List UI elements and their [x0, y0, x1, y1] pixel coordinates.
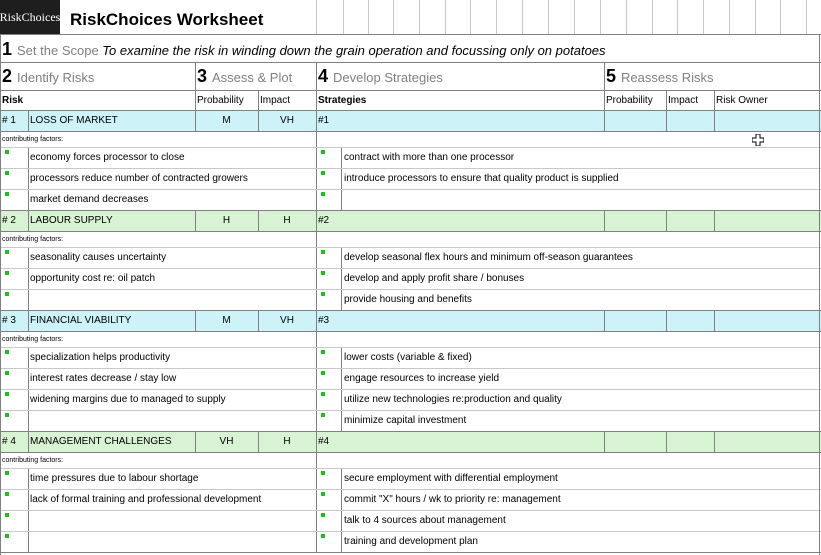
col-header-probability-2[interactable]: Probability	[606, 95, 653, 106]
risk-number[interactable]: # 3	[2, 315, 16, 326]
strategy-number[interactable]: #3	[318, 315, 330, 326]
factor-item[interactable]	[30, 511, 314, 531]
grid-line	[604, 432, 605, 452]
strategy-bullet-icon	[321, 292, 325, 296]
factor-item[interactable]	[30, 411, 314, 431]
grid-line	[316, 490, 317, 510]
factor-item[interactable]: lack of formal training and professional development	[30, 494, 262, 505]
grid-line	[341, 469, 342, 489]
factor-bullet-icon	[5, 350, 9, 354]
grid-line	[0, 552, 821, 553]
step-number: 4	[318, 66, 334, 86]
factor-bullet-icon	[5, 250, 9, 254]
grid-line	[666, 90, 667, 110]
grid-line	[652, 0, 653, 34]
factor-item[interactable]: widening margins due to managed to supply	[30, 394, 226, 405]
grid-line	[548, 0, 549, 34]
risk-impact[interactable]: VH	[280, 115, 294, 126]
strategy-bullet-icon	[321, 250, 325, 254]
factor-item[interactable]: opportunity cost re: oil patch	[30, 273, 156, 284]
grid-line	[316, 111, 317, 131]
risk-name[interactable]: FINANCIAL VIABILITY	[30, 315, 132, 326]
grid-line	[316, 369, 317, 389]
strategy-item[interactable]: contract with more than one processor	[344, 152, 515, 163]
factor-item[interactable]	[30, 532, 314, 552]
col-header-impact[interactable]: Impact	[260, 95, 291, 106]
grid-line	[28, 169, 29, 189]
grid-line	[28, 490, 29, 510]
grid-line	[258, 311, 259, 331]
step-title: Identify Risks	[17, 70, 95, 85]
step-number: 2	[2, 66, 18, 86]
risk-impact[interactable]: H	[283, 215, 291, 226]
grid-line	[780, 0, 781, 34]
step-number: 3	[197, 66, 213, 86]
strategy-item[interactable]: utilize new technologies re:production and quality	[344, 394, 562, 405]
risk-number[interactable]: # 2	[2, 215, 16, 226]
strategy-item[interactable]: provide housing and benefits	[344, 294, 472, 305]
reassess-probability[interactable]	[604, 211, 666, 231]
grid-line	[28, 269, 29, 289]
grid-line	[341, 269, 342, 289]
col-header-risk-owner[interactable]: Risk Owner	[716, 95, 768, 106]
grid-line	[28, 511, 29, 531]
grid-line	[316, 411, 317, 431]
grid-line	[343, 0, 344, 34]
factor-item[interactable]: interest rates decrease / stay low	[30, 373, 177, 384]
factor-bullet-icon	[5, 171, 9, 175]
grid-line	[0, 62, 821, 63]
grid-line	[666, 111, 667, 131]
risk-number[interactable]: # 1	[2, 115, 16, 126]
risk-name[interactable]: LABOUR SUPPLY	[30, 215, 113, 226]
factor-bullet-icon	[5, 192, 9, 196]
grid-line	[393, 0, 394, 34]
grid-line	[316, 469, 317, 489]
step-1-scope	[2, 38, 817, 60]
grid-line	[604, 211, 605, 231]
grid-line	[703, 0, 704, 34]
step-number: 1	[2, 39, 18, 59]
grid-line	[316, 190, 317, 210]
strategy-bullet-icon	[321, 392, 325, 396]
strategy-number[interactable]: #1	[318, 115, 330, 126]
grid-line	[28, 190, 29, 210]
cursor-icon	[752, 133, 764, 145]
step-title: Assess & Plot	[212, 70, 293, 85]
contributing-factors-label[interactable]: contributing factors:	[2, 336, 64, 343]
grid-line	[28, 211, 29, 231]
strategy-item[interactable]: lower costs (variable & fixed)	[344, 352, 472, 363]
grid-line	[28, 532, 29, 552]
grid-line	[28, 348, 29, 368]
strategy-bullet-icon	[321, 350, 325, 354]
factor-item[interactable]: market demand decreases	[30, 194, 149, 205]
step-2-header	[2, 64, 193, 88]
strategy-item[interactable]: training and development plan	[344, 536, 478, 547]
grid-line	[28, 411, 29, 431]
risk-name[interactable]: MANAGEMENT CHALLENGES	[30, 436, 172, 447]
strategy-item[interactable]: introduce processors to ensure that quality product is supplied	[344, 173, 619, 184]
grid-line	[341, 348, 342, 368]
grid-line	[819, 34, 820, 555]
factor-item[interactable]: processors reduce number of contracted growers	[30, 173, 248, 184]
strategy-item[interactable]: talk to 4 sources about management	[344, 515, 506, 526]
step-number: 5	[606, 66, 622, 86]
risk-probability[interactable]: H	[222, 215, 231, 226]
factor-bullet-icon	[5, 292, 9, 296]
risk-number[interactable]: # 4	[2, 436, 16, 447]
factor-bullet-icon	[5, 371, 9, 375]
grid-line	[316, 62, 317, 110]
strategy-bullet-icon	[321, 513, 325, 517]
grid-line	[316, 511, 317, 531]
risk-name[interactable]: LOSS OF MARKET	[30, 115, 118, 126]
risk-probability[interactable]: M	[222, 115, 231, 126]
grid-line	[419, 0, 420, 34]
factor-item[interactable]	[30, 290, 314, 310]
strategy-item[interactable]: develop and apply profit share / bonuses	[344, 273, 525, 284]
grid-line	[195, 211, 196, 231]
grid-line	[258, 211, 259, 231]
risk-owner[interactable]	[714, 111, 819, 131]
col-header-risk[interactable]: Risk	[2, 95, 24, 106]
grid-line	[258, 111, 259, 131]
grid-line	[316, 132, 317, 147]
app-logo: RiskChoices	[0, 0, 60, 34]
col-header-impact-2[interactable]: Impact	[668, 95, 699, 106]
strategy-item[interactable]: engage resources to increase yield	[344, 373, 500, 384]
grid-line	[316, 211, 317, 231]
grid-line	[729, 0, 730, 34]
factor-bullet-icon	[5, 150, 9, 154]
grid-line	[316, 248, 317, 268]
grid-line	[604, 311, 605, 331]
scope-text[interactable]: To examine the risk in winding down the grain operation and focussing only on potatoes	[102, 43, 606, 58]
grid-line	[316, 432, 317, 452]
reassess-impact[interactable]	[666, 432, 714, 452]
grid-line	[195, 432, 196, 452]
grid-line	[714, 432, 715, 452]
grid-line	[28, 111, 29, 131]
factor-bullet-icon	[5, 271, 9, 275]
grid-line	[341, 169, 342, 189]
strategy-bullet-icon	[321, 271, 325, 275]
step-title: Develop Strategies	[333, 70, 443, 85]
grid-line	[604, 62, 605, 110]
grid-line	[341, 532, 342, 552]
grid-line	[496, 0, 497, 34]
grid-line	[666, 311, 667, 331]
reassess-probability[interactable]	[604, 111, 666, 131]
grid-line	[714, 311, 715, 331]
grid-line	[28, 148, 29, 168]
grid-line	[316, 348, 317, 368]
grid-line	[341, 490, 342, 510]
grid-line	[341, 148, 342, 168]
grid-line	[445, 0, 446, 34]
col-header-probability[interactable]: Probability	[197, 95, 244, 106]
grid-line	[666, 432, 667, 452]
factor-item[interactable]: economy forces processor to close	[30, 152, 185, 163]
step-title: Set the Scope	[17, 43, 103, 58]
grid-line	[28, 311, 29, 331]
grid-line	[604, 111, 605, 131]
grid-line	[28, 390, 29, 410]
strategy-item[interactable]: minimize capital investment	[344, 415, 467, 426]
grid-line	[316, 311, 317, 331]
grid-line	[341, 411, 342, 431]
factor-item[interactable]: specialization helps productivity	[30, 352, 171, 363]
grid-line	[0, 90, 821, 91]
risk-owner[interactable]	[714, 432, 819, 452]
grid-line	[341, 390, 342, 410]
strategy-bullet-icon	[321, 492, 325, 496]
factor-bullet-icon	[5, 471, 9, 475]
strategy-bullet-icon	[321, 171, 325, 175]
risk-owner[interactable]	[714, 211, 819, 231]
grid-line	[195, 311, 196, 331]
grid-line	[28, 369, 29, 389]
grid-line	[677, 0, 678, 34]
grid-line	[258, 90, 259, 110]
risk-probability[interactable]: M	[222, 315, 231, 326]
grid-line	[316, 332, 317, 347]
grid-line	[316, 0, 317, 34]
strategy-bullet-icon	[321, 192, 325, 196]
grid-line	[0, 34, 821, 35]
grid-line	[316, 290, 317, 310]
strategy-item[interactable]	[344, 190, 816, 210]
grid-line	[341, 369, 342, 389]
grid-line	[341, 511, 342, 531]
grid-line	[368, 0, 369, 34]
factor-bullet-icon	[5, 492, 9, 496]
reassess-probability[interactable]	[604, 432, 666, 452]
strategy-item[interactable]: develop seasonal flex hours and minimum off-season guarantees	[344, 252, 633, 263]
grid-line	[28, 290, 29, 310]
grid-line	[755, 0, 756, 34]
grid-line	[341, 248, 342, 268]
grid-line	[316, 269, 317, 289]
risk-impact[interactable]: H	[283, 436, 291, 447]
col-header-strategies[interactable]: Strategies	[318, 95, 367, 106]
strategy-bullet-icon	[321, 471, 325, 475]
strategy-item[interactable]: secure employment with differential employment	[344, 473, 558, 484]
strategy-item[interactable]: commit "X" hours / wk to priority re: management	[344, 494, 561, 505]
grid-line	[0, 34, 1, 555]
strategy-bullet-icon	[321, 371, 325, 375]
grid-line	[258, 432, 259, 452]
factor-item[interactable]: time pressures due to labour shortage	[30, 473, 199, 484]
grid-line	[341, 190, 342, 210]
step-4-header	[318, 64, 602, 88]
factor-bullet-icon	[5, 534, 9, 538]
contributing-factors-label[interactable]: contributing factors:	[2, 236, 64, 243]
factor-bullet-icon	[5, 413, 9, 417]
strategy-bullet-icon	[321, 534, 325, 538]
grid-line	[195, 111, 196, 131]
grid-line	[341, 290, 342, 310]
grid-line	[28, 469, 29, 489]
grid-line	[522, 0, 523, 34]
factor-item[interactable]: seasonality causes uncertainty	[30, 252, 167, 263]
contributing-factors-label[interactable]: contributing factors:	[2, 457, 64, 464]
strategy-number[interactable]: #4	[318, 436, 330, 447]
grid-line	[600, 0, 601, 34]
grid-line	[806, 0, 807, 34]
grid-line	[316, 453, 317, 468]
grid-line	[28, 432, 29, 452]
grid-line	[470, 0, 471, 34]
grid-line	[626, 0, 627, 34]
grid-line	[316, 148, 317, 168]
grid-line	[28, 248, 29, 268]
grid-line	[316, 390, 317, 410]
grid-line	[574, 0, 575, 34]
grid-line	[316, 232, 317, 247]
step-5-header	[606, 64, 817, 88]
reassess-impact[interactable]	[666, 111, 714, 131]
grid-line	[714, 211, 715, 231]
step-3-header	[197, 64, 314, 88]
risk-owner[interactable]	[714, 311, 819, 331]
factor-bullet-icon	[5, 513, 9, 517]
grid-line	[714, 111, 715, 131]
reassess-probability[interactable]	[604, 311, 666, 331]
contributing-factors-label[interactable]: contributing factors:	[2, 136, 64, 143]
risk-impact[interactable]: VH	[280, 315, 294, 326]
step-title: Reassess Risks	[621, 70, 714, 85]
reassess-impact[interactable]	[666, 311, 714, 331]
strategy-number[interactable]: #2	[318, 215, 330, 226]
grid-line	[316, 169, 317, 189]
strategy-bullet-icon	[321, 150, 325, 154]
page-title: RiskChoices Worksheet	[70, 10, 264, 29]
risk-probability[interactable]: VH	[219, 436, 234, 447]
grid-line	[666, 211, 667, 231]
grid-line	[195, 62, 196, 110]
grid-line	[316, 532, 317, 552]
reassess-impact[interactable]	[666, 211, 714, 231]
grid-line	[714, 90, 715, 110]
strategy-bullet-icon	[321, 413, 325, 417]
factor-bullet-icon	[5, 392, 9, 396]
